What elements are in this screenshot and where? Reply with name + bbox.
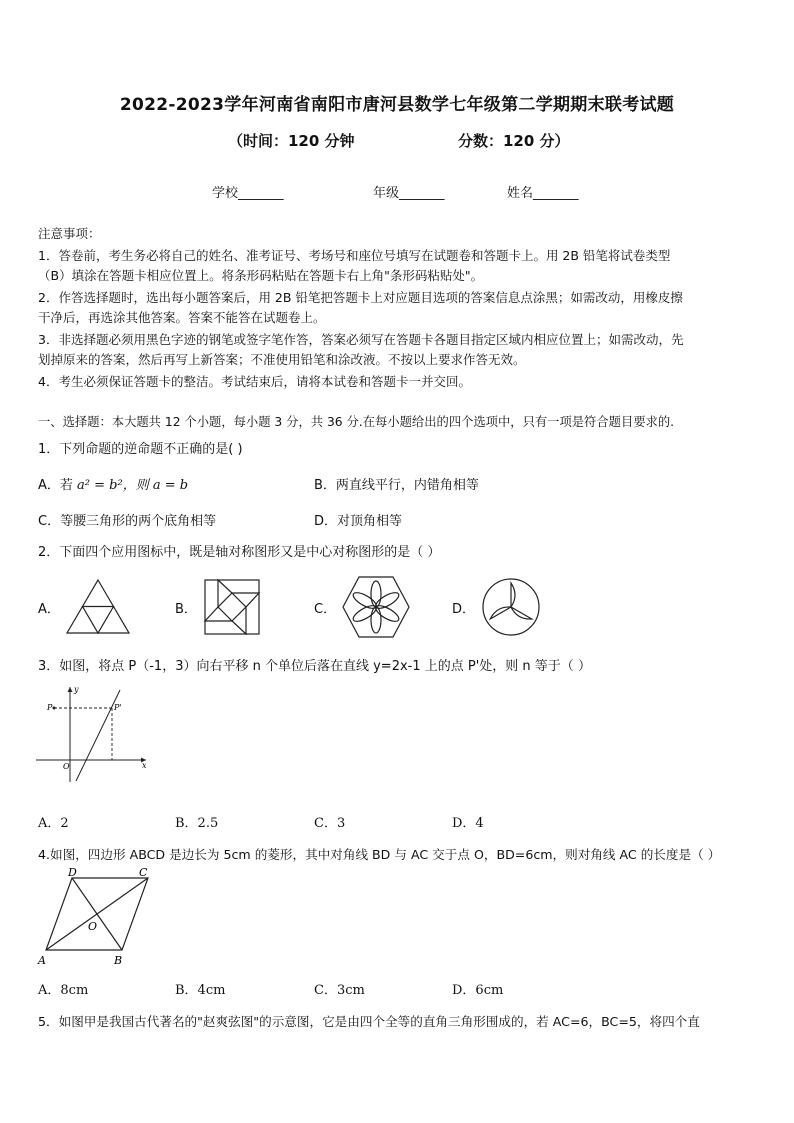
point-p-prime-label: P' (114, 703, 122, 712)
hexagon-flower-figure (342, 576, 410, 638)
q4-option-d[interactable]: D．6cm (452, 983, 504, 998)
q1-option-a[interactable] (38, 474, 188, 493)
note-line: 干净后，再选涂其他答案。答案不能答在试题卷上。 (38, 310, 326, 325)
page-title: 2022-2023学年河南省南阳市唐河县数学七年级第二学期期末联考试题 (119, 95, 675, 115)
question-5-stem: 5．如图甲是我国古代著名的"赵爽弦图"的示意图，它是由四个全等的直角三角形围成的，若 AC=6，BC=5，将四个直 (38, 1014, 700, 1029)
q2-option-a[interactable]: A． (38, 602, 60, 617)
question-4-stem: 4.如图，四边形 ABCD 是边长为 5cm 的菱形，其中对角线 BD 与 AC 交于点 O，BD=6cm，则对角线 AC 的长度是（ ） (38, 847, 721, 862)
origin-label: O (63, 762, 70, 771)
note-line: （B）填涂在答题卡相应位置上。将条形码粘贴在答题卡右上角"条形码粘贴处"。 (38, 268, 484, 283)
y-axis-label: y (74, 685, 79, 694)
q3-option-c[interactable]: C．3 (314, 816, 346, 831)
q4-option-a[interactable]: A．8cm (38, 983, 89, 998)
triangle-icon-figure (66, 578, 130, 634)
rhombus-figure (36, 864, 160, 968)
vertex-b-label: B (114, 954, 123, 967)
pinwheel-square-figure (204, 579, 260, 635)
name-field[interactable]: 姓名_______ (507, 186, 579, 201)
q4-option-c[interactable]: C．3cm (314, 983, 365, 998)
note-line: 1．答卷前，考生务必将自己的姓名、准考证号、考场号和座位号填写在试题卷和答题卡上。用 2B 铅笔将试卷类型 (38, 248, 671, 263)
question-1-stem: 1．下列命题的逆命题不正确的是( ) (38, 442, 243, 457)
q1-option-c[interactable]: C．等腰三角形的两个底角相等 (38, 514, 217, 529)
grade-field[interactable]: 年级_______ (373, 186, 445, 201)
coordinate-graph-figure (36, 682, 152, 784)
note-line: 4．考生必须保证答题卡的整洁。考试结束后，请将本试卷和答题卡一并交回。 (38, 374, 471, 389)
q4-option-b[interactable]: B．4cm (175, 983, 226, 998)
center-o-label: O (88, 920, 98, 933)
notes-heading: 注意事项： (38, 226, 101, 241)
q2-option-d[interactable]: D． (452, 602, 476, 617)
section-heading: 一、选择题：本大题共 12 个小题，每小题 3 分，共 36 分.在每小题给出的四个选项中，只有一项是符合题目要求的. (38, 415, 675, 429)
q2-option-b[interactable]: B． (175, 602, 197, 617)
vertex-a-label: A (38, 954, 46, 967)
circle-triskelion-figure (481, 577, 541, 637)
q3-option-a[interactable]: A．2 (38, 816, 69, 831)
question-3-stem: 3．如图，将点 P（-1，3）向右平移 n 个单位后落在直线 y=2x-1 上的点 P'处，则 n 等于（ ） (38, 659, 591, 674)
vertex-c-label: C (139, 866, 148, 879)
exam-time: （时间：120 分钟 (228, 132, 355, 150)
note-line: 2．作答选择题时，选出每小题答案后，用 2B 铅笔把答题卡上对应题目选项的答案信息点涂黑；如需改动，用橡皮擦 (38, 290, 683, 305)
note-line: 划掉原来的答案，然后再写上新答案；不准使用铅笔和涂改液。不按以上要求作答无效。 (38, 352, 526, 367)
q2-option-c[interactable]: C． (314, 602, 337, 617)
q1-option-d[interactable]: D．对顶角相等 (314, 514, 403, 529)
math-expression: a² = b²，则 a = b (77, 478, 189, 493)
q3-option-d[interactable]: D．4 (452, 816, 484, 831)
note-line: 3．非选择题必须用黑色字迹的钢笔或签字笔作答，答案必须写在答题卡各题目指定区域内相应位置上；如需改动，先 (38, 332, 684, 347)
vertex-d-label: D (68, 866, 77, 879)
x-axis-label: x (142, 761, 147, 770)
school-field[interactable]: 学校_______ (212, 186, 284, 201)
point-p-label: P (47, 703, 53, 712)
q3-option-b[interactable]: B．2.5 (175, 816, 219, 831)
q1-option-b[interactable]: B．两直线平行，内错角相等 (314, 478, 479, 493)
exam-score: 分数：120 分） (458, 132, 570, 150)
option-label: A．若 (38, 478, 73, 493)
question-2-stem: 2．下面四个应用图标中，既是轴对称图形又是中心对称图形的是（ ） (38, 545, 441, 560)
